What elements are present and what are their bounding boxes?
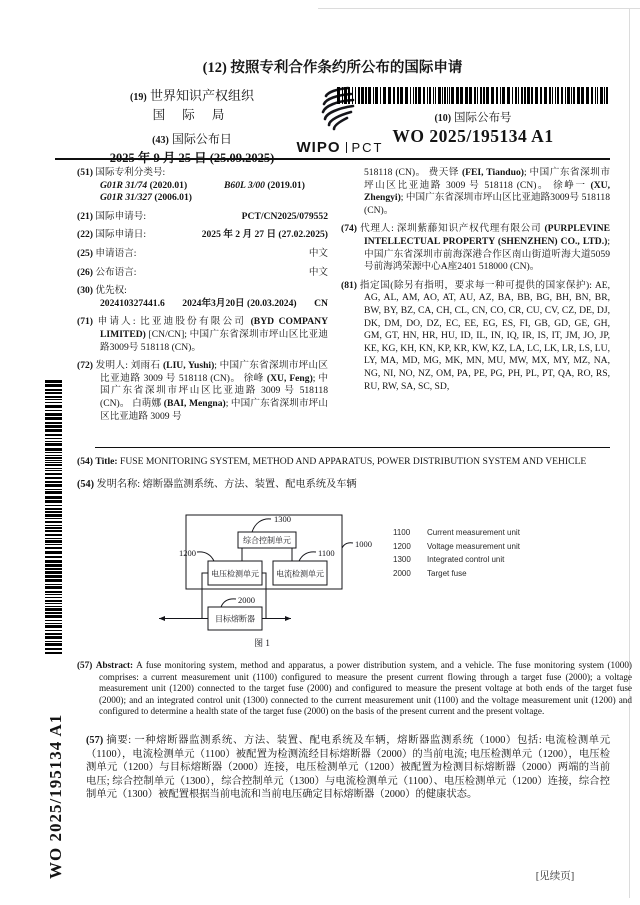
- ref-1100: 1100: [318, 548, 335, 558]
- field-inventors-continued: 518118 (CN)。 费天铎 (FEI, Tianduo); 中国广东省深圳市坪山区比亚迪路 3009 号 518118 (CN)。 徐峥一 (XU, Zhengyi); 中国广东省深圳市坪山区比亚迪路3009号 518118 (CN)。: [364, 167, 610, 216]
- ref-1200: 1200: [179, 548, 196, 558]
- pub-number-label: (10) 国际公布号: [434, 112, 512, 124]
- abstract-chinese: (57) 摘要: 一种熔断器监测系统、方法、装置、配电系统及车辆，熔断器监测系统（1000）包括: 电流检测单元（1100），电流检测单元（1100）被配置为检测流经目标熔断器（2000）的当前电流; 电压检测单元（1200），电压检测单元（1200）与目标熔断器（2000）连接，电压检测单元（1200）被配置为检测目标熔断器（2000）两端的当前电压; 综合控制单元（1300），综合控制单元（1300）与电流检测单元（1100）、电压检测单元（1200）连接，综合控制单元（1300）被配置根据当前电流和当前电压确定目标熔断器（2000）的健康状态。: [86, 735, 611, 800]
- field-ipc: (51) 国际专利分类号: G01R 31/74 (2020.01) B60L 3/00 (2019.01) G01R 31/327 (2006.01): [77, 167, 328, 205]
- priority-value: 202410327441.6 2024年3月20日 (20.03.2024) CN: [100, 297, 328, 309]
- legend-row: 1300 Integrated control unit: [393, 555, 505, 564]
- publication-type-line: (12) 按照专利合作条约所公布的国际申请: [202, 60, 463, 76]
- figure-1-diagram: [150, 506, 420, 656]
- org-name: (19) 世界知识产权组织: [130, 88, 254, 103]
- field-app-date: (22) 国际申请日: 2025 年 2 月 27 日 (27.02.2025): [77, 229, 328, 241]
- biblio-left-column: [77, 167, 328, 429]
- integrated-control-unit-label: 综合控制单元: [243, 536, 291, 545]
- title-english: (54) Title: FUSE MONITORING SYSTEM, METHOD AND APPARATUS, POWER DISTRIBUTION SYSTEM AND VEHICLE: [77, 456, 587, 467]
- sidebar-pub-number: WO 2025/195134 A1: [46, 713, 65, 879]
- barcode: [337, 87, 609, 104]
- header-pubnum-block: [336, 87, 610, 147]
- voltage-detection-unit-label: 电压检测单元: [211, 569, 259, 579]
- field-19-num: (19): [130, 92, 147, 103]
- field-inventors: (72) 发明人: 刘雨石 (LIU, Yushi); 中国广东省深圳市坪山区比亚迪路 3009 号 518118 (CN)。 徐峰 (XU, Feng); 中国广东省深圳市坪山区比亚迪路 3009 号 518118 (CN)。 白萌娜 (BAI, Mengna); 中国广东省深圳市坪山区比亚迪路 3009 号: [77, 360, 328, 422]
- wipo-pct-wordmark: WIPO PCT: [296, 139, 384, 156]
- legend-row: 2000 Target fuse: [393, 568, 467, 578]
- field-pub-language: (26) 公布语言: 中文: [77, 266, 328, 278]
- ref-1300: 1300: [274, 514, 291, 524]
- field-designated-states: (81) 指定国(除另有指明，要求每一种可提供的国家保护): AE, AG, AL, AM, AO, AT, AU, AZ, BA, BB, BG, BH, BN, BR, BW, BY, BZ, CA, CH, CL, CN, CO, CR, CU, CV, CZ, DE, DJ, DK, DM, DO, DZ, EC, EE, EG, ES, FI, GB, GD, GE, GH, GM, GT, HN, HR, HU, ID, IL, IN, IQ, IR, IS, IT, JM, JO, JP, KE, KG, KH, KN, KP, KR, KW, KZ, LA, LC, LK, LR, LS, LU, LY, MA, MD, MG, MK, MN, MU, MW, MX, MY, MZ, NA, NG, NI, NO, NZ, OM, PA, PE, PG, PH, PL, PT, QA, RO, RS, RU, RW, SA, SC, SD,: [341, 279, 610, 392]
- header-org-block: [82, 85, 302, 166]
- pub-date-label: (43) 国际公布日: [152, 132, 232, 146]
- field-agent: (74) 代理人: 深圳紫藤知识产权代理有限公司 (PURPLEVINE INTELLECTUAL PROPERTY (SHENZHEN) CO., LTD.); 中国广东省深圳市前海深港合作区南山街道听海大道5059号前海鸿荣源中心A座2401 518000 (CN)。: [341, 223, 610, 273]
- title-chinese: (54) 发明名称: 熔断器监测系统、方法、装置、配电系统及车辆: [77, 479, 357, 490]
- org-bureau: 国 际 局: [152, 108, 232, 122]
- field-filing-language: (25) 申请语言: 中文: [77, 247, 328, 259]
- pub-date-value: [82, 148, 302, 166]
- field-priority: (30) 优先权: 202410327441.6 2024年3月20日 (20.03.2024) CN: [77, 285, 328, 309]
- legend-row: 1200 Voltage measurement unit: [393, 541, 520, 551]
- ref-2000: 2000: [238, 595, 255, 605]
- header-rule: [55, 158, 610, 160]
- field-app-number: (21) 国际申请号: PCT/CN2025/079552: [77, 210, 328, 222]
- target-fuse-label: 目标熔断器: [215, 614, 255, 624]
- continued-marker: [见续页]: [535, 871, 575, 882]
- current-detection-unit-label: 电流检测单元: [276, 569, 324, 579]
- scan-edge-top: [318, 8, 640, 9]
- ref-1000: 1000: [355, 539, 372, 549]
- abstract-english: (57) Abstract: A fuse monitoring system, method and apparatus, a power distribution system, and a vehicle. The fuse monitoring system (1000) comprises: a current measurement unit (1100) configured to measure the present current flowing through a target fuse (2000); a voltage measurement unit (1200) connected to the target fuse (2000) and configured to measure the present voltage at both ends of the target fuse (2000); and an integrated control unit (1300) connected to the current measurement unit (1100) and the voltage measurement unit (1200) and configured to determine a health state of the target fuse (2000) on the basis of the present current and the present voltage.: [77, 660, 632, 717]
- scan-edge-right: [629, 8, 630, 898]
- figure-legend: [393, 526, 573, 580]
- title-rule: [95, 447, 610, 448]
- figure-caption: 图 1: [254, 638, 270, 648]
- ipc-codes: G01R 31/74 (2020.01) B60L 3/00 (2019.01) G01R 31/327 (2006.01): [100, 179, 305, 204]
- sidebar-barcode: [45, 380, 62, 654]
- biblio-right-column: [341, 167, 610, 399]
- legend-row: 1100 Current measurement unit: [393, 528, 520, 537]
- pub-number-value: WO 2025/195134 A1: [392, 126, 554, 146]
- field-applicant: (71) 申请人: 比亚迪股份有限公司 (BYD COMPANY LIMITED) [CN/CN]; 中国广东省深圳市坪山区比亚迪路3009号 518118 (CN)。: [77, 316, 328, 353]
